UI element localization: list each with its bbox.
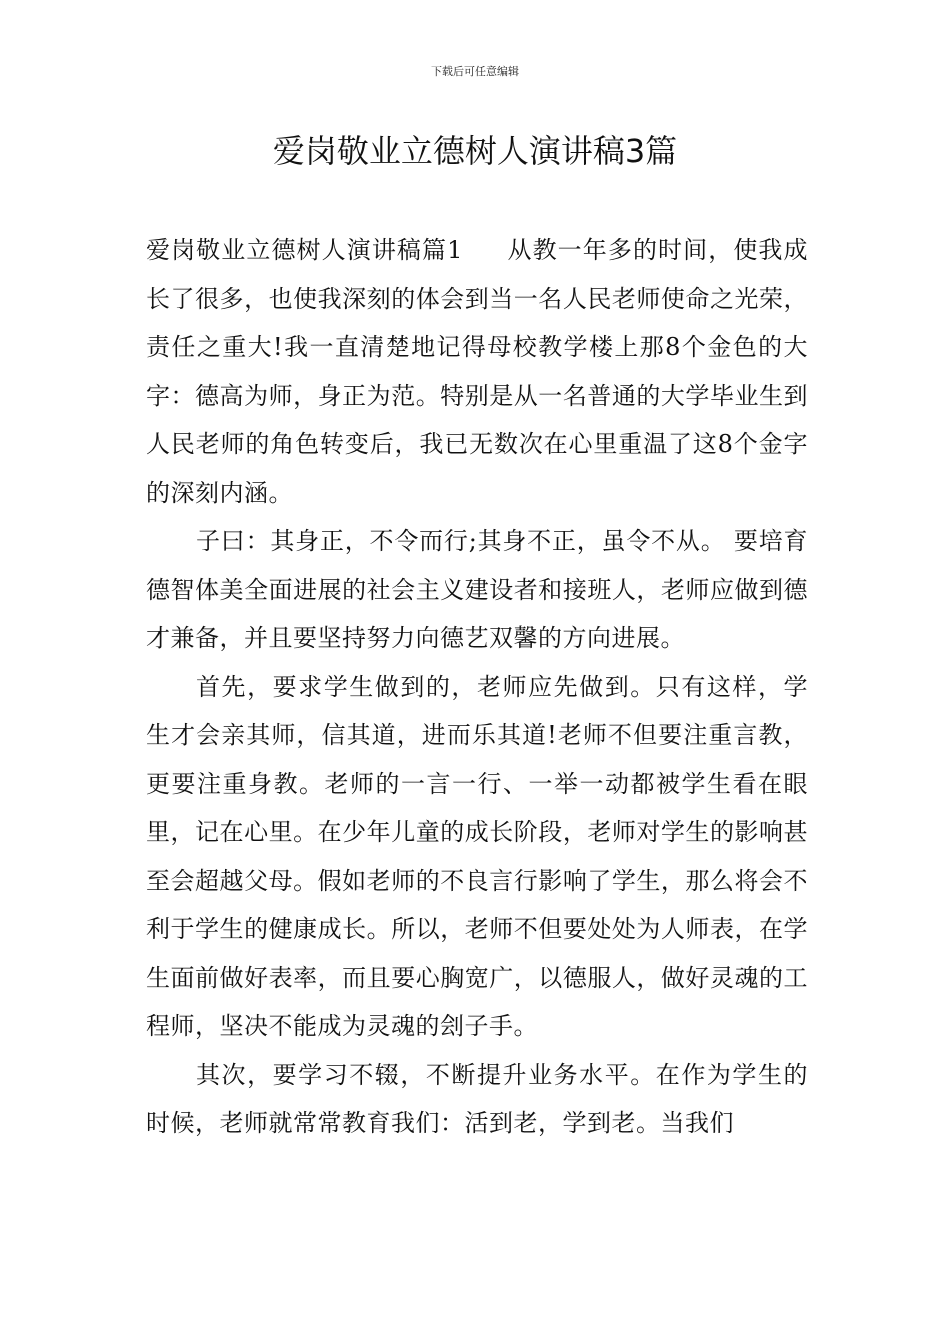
- paragraph-1-text: 从教一年多的时间，使我成长了很多，也使我深刻的体会到当一名人民老师使命之光荣，责任之重大!我一直清楚地记得母校教学楼上那8个金色的大字：德高为师，身正为范。特别是从一名普通的大学毕业生到人民老师的角色转变后，我已无数次在心里重温了这8个金字的深刻内涵。: [146, 236, 808, 507]
- header-note: 下载后可任意编辑: [431, 65, 519, 78]
- paragraph-3: 首先，要求学生做到的，老师应先做到。只有这样，学生才会亲其师，信其道，进而乐其道!老师不但要注重言教，更要注重身教。老师的一言一行、一举一动都被学生看在眼里，记在心里。在少年儿童的成长阶段，老师对学生的影响甚至会超越父母。假如老师的不良言行影响了学生，那么将会不利于学生的健康成长。所以，老师不但要处处为人师表，在学生面前做好表率，而且要心胸宽广，以德服人，做好灵魂的工程师，坚决不能成为灵魂的刽子手。: [146, 672, 808, 1040]
- paragraph-2: 子曰：其身正，不令而行;其身不正，虽令不从。 要培育德智体美全面进展的社会主义建设者和接班人，老师应做到德才兼备，并且要坚持努力向德艺双馨的方向进展。: [146, 527, 808, 652]
- document-body: [146, 226, 808, 1148]
- paragraph-1: [146, 226, 808, 517]
- document-title: 爱岗敬业立德树人演讲稿3篇: [272, 132, 678, 170]
- page-header: [0, 64, 950, 80]
- paragraph-4: 其次，要学习不辍，不断提升业务水平。在作为学生的时候，老师就常常教育我们：活到老，学到老。当我们: [146, 1060, 808, 1137]
- section-heading: 爱岗敬业立德树人演讲稿篇1: [146, 236, 463, 264]
